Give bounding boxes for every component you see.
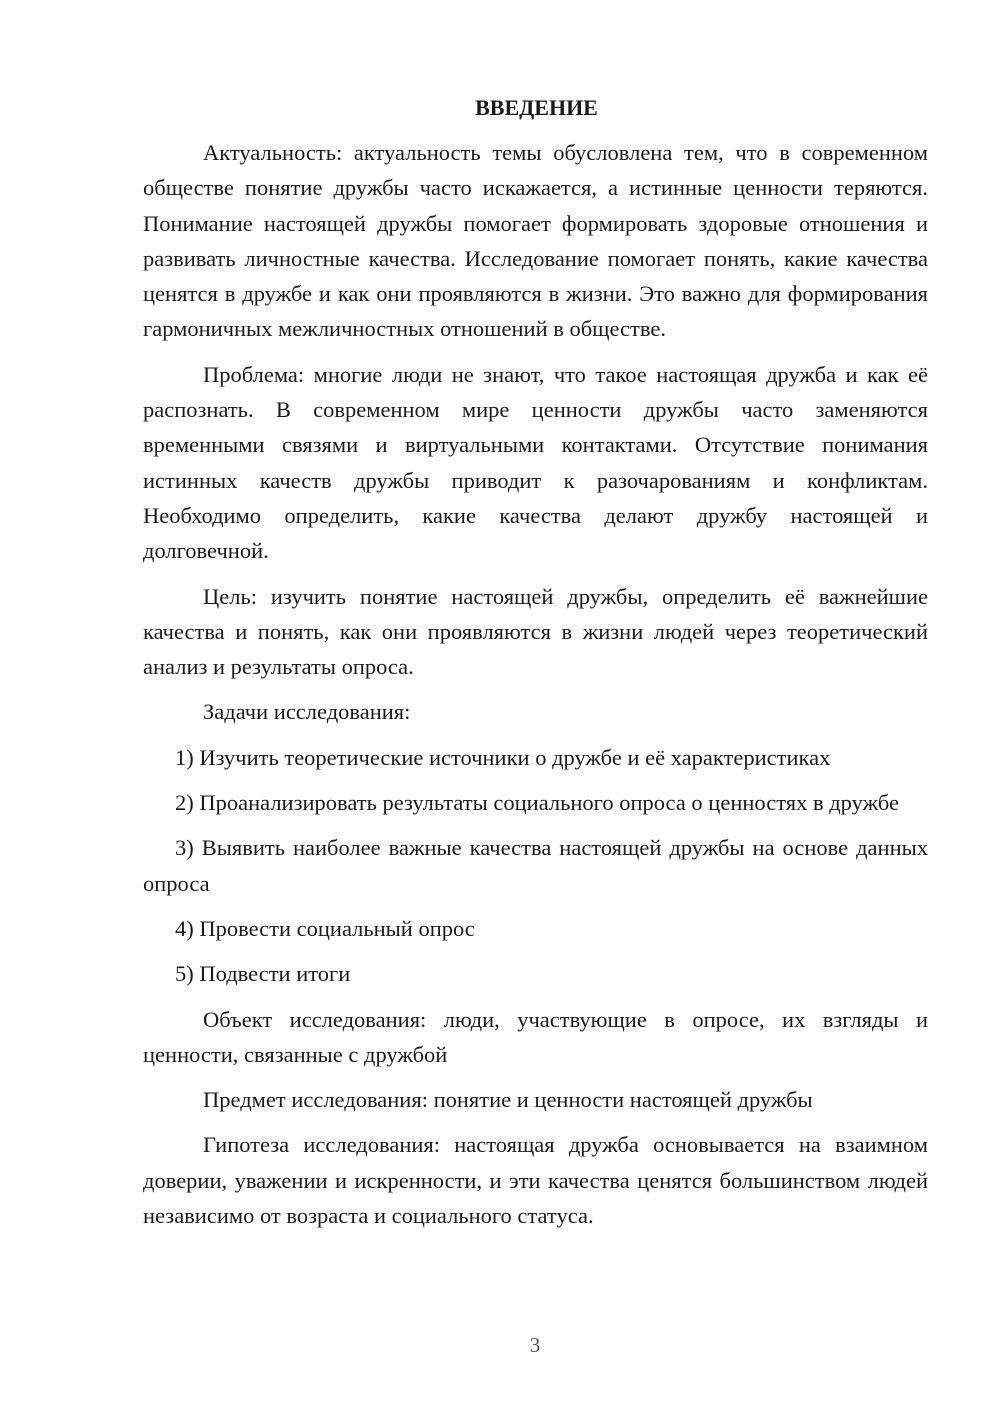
page-number: 3: [529, 1333, 541, 1357]
document-page: [143, 90, 928, 1233]
task-item: 5) Подвести итоги: [175, 961, 351, 987]
goal-paragraph: Цель: изучить понятие настоящей дружбы, определить её важнейшие качества и понять, как они проявляются в жизни людей через теоретический анализ и результаты опроса.: [143, 583, 928, 680]
object-paragraph: Объект исследования: люди, участвующие в опросе, их взгляды и ценности, связанные с дружбой: [143, 1006, 928, 1067]
task-item: 4) Провести социальный опрос: [175, 915, 475, 941]
relevance-paragraph: Актуальность: актуальность темы обусловлена тем, что в современном обществе понятие дружбы часто искажается, а истинные ценности теряются. Понимание настоящей дружбы помогает формировать здоровые отношения и развивать личностные качества. Исследование помогает понять, какие качества ценятся в дружбе и как они проявляются в жизни. Это важно для формирования гармоничных межличностных отношений в обществе.: [143, 140, 928, 342]
tasks-heading: Задачи исследования:: [203, 699, 411, 725]
problem-paragraph: Проблема: многие люди не знают, что такое настоящая дружба и как её распознать. В современном мире ценности дружбы часто заменяются временными связями и виртуальными контактами. Отсутствие понимания истинных качеств дружбы приводит к разочарованиям и конфликтам. Необходимо определить, какие качества делают дружбу настоящей и долговечной.: [143, 361, 928, 564]
task-item: 2) Проанализировать результаты социального опроса о ценностях в дружбе: [175, 790, 899, 816]
subject-paragraph: Предмет исследования: понятие и ценности настоящей дружбы: [203, 1087, 813, 1113]
page-title: ВВЕДЕНИЕ: [475, 95, 598, 120]
task-item: 1) Изучить теоретические источники о дружбе и её характеристиках: [175, 744, 831, 770]
hypothesis-paragraph: Гипотеза исследования: настоящая дружба основывается на взаимном доверии, уважении и искренности, и эти качества ценятся большинством людей независимо от возраста и социального статуса.: [143, 1132, 928, 1229]
task-item: 3) Выявить наиболее важные качества настоящей дружбы на основе данных опроса: [143, 835, 928, 896]
